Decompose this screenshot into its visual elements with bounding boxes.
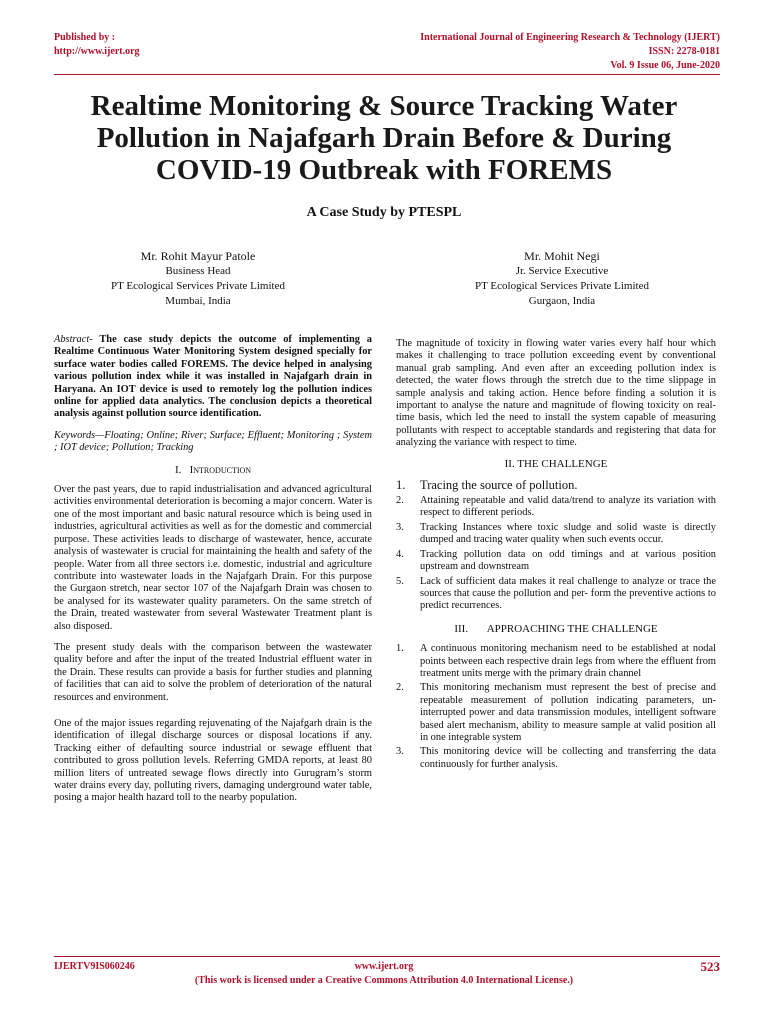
toxicity-paragraph: The magnitude of toxicity in flowing water varies every half hour which makes it challenging to trace pollution exceeding event by conventional manual grab sampling. And even after an exceeding pollution index is detected, the water flows through the stretch due to the time slippage in sample analysis and taking action. Hence before finding a solution it is important to analyse the nature and magnitude of flowing toxicity on real-time basis, which led the need to install the system capable of measuring pollutants with respect to acceptable standards and registering that data for analyzing the variance with respect to time. — [396, 338, 716, 449]
author-name: Mr. Mohit Negi — [524, 249, 600, 263]
list-item — [396, 682, 716, 744]
item-number: 3. — [396, 746, 404, 758]
item-text: Tracking Instances where toxic sludge and solid waste is directly dumped and tracing water quality when such events occur. — [420, 521, 716, 546]
volume-issue: Vol. 9 Issue 06, June-2020 — [610, 60, 720, 71]
item-text: This monitoring device will be collecting and transferring the data continuously for further analysis. — [420, 746, 716, 770]
author-block — [412, 249, 712, 309]
section-number: I. — [174, 463, 182, 476]
journal-name: International Journal of Engineering Research & Technology (IJERT) — [420, 32, 720, 43]
intro-paragraph: The present study deals with the comparison between the wastewater quality before and after the input of the treated Industrial effluent water in the Drain. These results can provide a basis for further studies and planning of facilities that can aid to solve the problem of deterioration of the natural resources and environment. — [54, 641, 372, 703]
section-title: Introduction — [189, 463, 252, 476]
page-number: 523 — [700, 959, 720, 974]
keywords: Keywords—Floating; Online; River; Surface; Effluent; Monitoring ; System ; IOT device; Pollution; Tracking — [54, 429, 372, 454]
issn: ISSN: 2278-0181 — [648, 46, 720, 57]
list-item — [396, 746, 716, 771]
publisher-link[interactable]: http://www.ijert.org — [54, 46, 140, 57]
challenge-list — [396, 478, 716, 613]
list-item — [396, 478, 716, 493]
author-location: Gurgaon, India — [528, 295, 596, 307]
intro-paragraph: Over the past years, due to rapid industrialisation and advanced agricultural activities environmental deterioration is becoming a major concern. Water is one of the most important and basic natural resource which is being used in industries, agricultural activities as well as for the domestic and commercial purpose. These activities leads to discharge of wastewater, hence, accurate analysis of wastewater is crucial for maintaining the health and safety of the people. Water from all three sectors i.e. domestic, industrial and agriculture contribute into wastewater loads in the Najafgarh Drain. For this purpose the Gurgaon stretch, near sector 107 of the Najafgarh Drain was chosen to be analysed for its wastewater quality parameters. On the same stretch of the Drain, treated wastewater from several Wastewater Treatment plant is also disposed. — [54, 484, 372, 632]
author-role: Jr. Service Executive — [515, 265, 609, 277]
approach-list — [396, 643, 716, 771]
section-heading-introduction — [54, 464, 372, 476]
header-divider — [54, 74, 720, 75]
item-text: Attaining repeatable and valid data/trend to analyze its variation with respect to different periods. — [420, 495, 716, 519]
footer-divider — [54, 956, 720, 957]
paper-id: IJERTV9IS060246 — [54, 961, 135, 972]
section-heading-approach: III. APPROACHING THE CHALLENGE — [454, 622, 658, 635]
list-item — [396, 522, 716, 547]
item-text: A continuous monitoring mechanism need to be established at nodal points between each respective drain legs from where the effluent from treatment units merge with the primary drain channel — [420, 643, 716, 679]
left-column — [54, 334, 372, 814]
author-org: PT Ecological Services Private Limited — [111, 280, 285, 292]
abstract-text: The case study depicts the outcome of implementing a Realtime Continuous Water Monitoring System designed specially for surface water bodies called FOREMS. The device helped in analysing various pollution index while it was installed in Najafgarh drain in Haryana. An IOT device is used to remotely log the pollution indices online for applied data analytics. The conclusion depicts a theoretical analysis against pollution source identification. — [54, 334, 372, 420]
section-heading-challenge: II. THE CHALLENGE — [504, 457, 608, 470]
list-item — [396, 495, 716, 520]
journal-link[interactable]: www.ijert.org — [354, 961, 414, 972]
item-number: 4. — [396, 548, 404, 560]
list-item — [396, 643, 716, 680]
intro-paragraph: One of the major issues regarding rejuvenating of the Najafgarh drain is the identification of illegal discharge sources or disposal locations if any. Tracking either of defaulting source industrial or sewage effluent that contributed to gross pollution levels. Referring GMDA reports, at least 80 million liters of untreated sewage flows directly into Gurugram’s storm water drains every day, polluting rivers, damaging underground water table, posing a major health hazard toll to the nearby population. — [54, 717, 372, 804]
list-item — [396, 576, 716, 613]
license-notice: (This work is licensed under a Creative Commons Attribution 4.0 International License.) — [194, 975, 574, 986]
author-role: Business Head — [165, 265, 231, 277]
item-number: 2. — [396, 495, 404, 507]
author-org: PT Ecological Services Private Limited — [475, 280, 649, 292]
item-text: Lack of sufficient data makes it real challenge to analyze or trace the sources that cause the pollution and per- form the preventive actions to predict recurrences. — [420, 575, 716, 612]
item-number: 5. — [396, 575, 404, 587]
author-block — [48, 249, 348, 309]
item-text: Tracing the source of pollution. — [420, 478, 578, 493]
published-by: Published by : — [54, 32, 116, 43]
item-text: This monitoring mechanism must represent the best of precise and repeatable measurement of pollution indicating parameters, un-interrupted power and data transmission modules, intelligent software based alert mechanism, ability to measure sample at valid position all in one integrable system — [420, 682, 716, 743]
item-number: 1. — [396, 478, 406, 493]
author-name: Mr. Rohit Mayur Patole — [140, 249, 256, 263]
item-number: 1. — [396, 643, 404, 655]
abstract — [54, 334, 372, 421]
item-text: Tracking pollution data on odd timings and at various position upstream and downstream — [420, 548, 716, 573]
right-column — [396, 338, 716, 781]
paper-subtitle: A Case Study by PTESPL — [306, 205, 462, 220]
journal-header-left — [54, 31, 140, 59]
author-location: Mumbai, India — [165, 295, 231, 307]
item-number: 2. — [396, 682, 404, 694]
list-item — [396, 549, 716, 574]
journal-header-right — [420, 31, 720, 73]
abstract-label: Abstract- — [54, 334, 93, 345]
item-number: 3. — [396, 521, 404, 533]
paper-title: Realtime Monitoring & Source Tracking Water Pollution in Najafgarh Drain Before & During COVID-19 Outbreak with FOREMS — [90, 90, 678, 186]
